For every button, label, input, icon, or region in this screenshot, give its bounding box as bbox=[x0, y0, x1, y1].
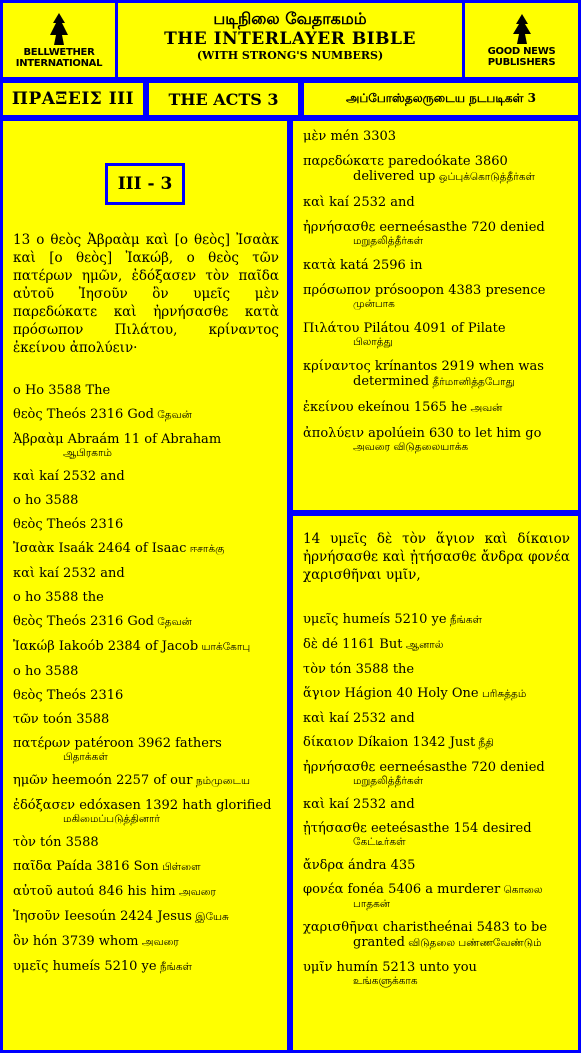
word-entry-line bbox=[303, 882, 570, 898]
good-news-logo bbox=[462, 0, 581, 80]
verse-14-text: 14 υμεῖς δὲ τὸν ἅγιον καὶ δίκαιον ἠρνήσασθε καὶ ᾐτήσασθε ἄνδρα φονέα χαρισθῆναι υμῖν, bbox=[303, 531, 570, 583]
greek-word-gloss: υμεῖς humeís 5210 ye bbox=[13, 959, 157, 974]
word-entry bbox=[13, 432, 279, 460]
word-entry-continuation bbox=[303, 169, 570, 185]
word-entry-line bbox=[13, 590, 279, 605]
greek-word-gloss: Πιλάτου Pilátou 4091 of Pilate bbox=[303, 321, 506, 336]
greek-word-gloss: αὐτοῦ autoú 846 his him bbox=[13, 884, 176, 899]
bellwether-logo bbox=[0, 0, 118, 80]
word-entry-line bbox=[303, 858, 570, 873]
word-entry bbox=[13, 688, 279, 703]
title-sub: (WITH STRONG'S NUMBERS) bbox=[196, 49, 384, 62]
greek-word-gloss: ημῶν heemoón 2257 of our bbox=[13, 773, 193, 788]
word-entry bbox=[303, 321, 570, 349]
tamil-gloss: தேவன் bbox=[153, 409, 192, 421]
word-entry bbox=[13, 934, 279, 950]
word-entry bbox=[13, 859, 279, 875]
word-entry bbox=[303, 711, 570, 726]
word-entry bbox=[13, 407, 279, 423]
word-entry-line bbox=[303, 258, 570, 273]
tamil-gloss: உங்களுக்காக bbox=[353, 975, 418, 987]
word-entry-line bbox=[303, 735, 570, 751]
english-gloss-continuation: determined bbox=[353, 374, 430, 389]
greek-word-gloss: Ἀβραὰμ Abraám 11 of Abraham bbox=[13, 432, 222, 447]
right-top-word-list bbox=[303, 129, 570, 464]
word-entry-continuation bbox=[303, 935, 570, 951]
word-entry-line bbox=[13, 688, 279, 703]
greek-word-gloss: ἄνδρα ándra 435 bbox=[303, 858, 416, 873]
greek-word-gloss: τὸν tón 3588 the bbox=[303, 662, 415, 677]
word-entry-line bbox=[13, 469, 279, 484]
left-word-list bbox=[13, 383, 279, 984]
tamil-gloss: மகிமைப்படுத்தினார் bbox=[63, 813, 161, 825]
verse-13-text: 13 ο θεὸς Ἀβραὰμ καὶ [ο θεὸς] Ἰσαὰκ καὶ [ο θεὸς] Ἰακώβ, ο θεὸς τῶν πατέρων ημῶν, ἐδόξασεν τὸν παῖδα αὐτοῦ Ἰησοῦν ὃν υμεῖς μὲν παρεδώκατε καὶ ἠρνήσασθε κατὰ πρόσωπον Πιλάτου, κρίναντος ἐκείνου ἀπολύειν· bbox=[13, 232, 279, 356]
greek-word-gloss: κατὰ katá 2596 in bbox=[303, 258, 423, 273]
tamil-gloss: அவன் bbox=[467, 402, 503, 414]
greek-word-gloss: θεὸς Theós 2316 bbox=[13, 688, 124, 703]
tamil-gloss: தேவன் bbox=[153, 616, 192, 628]
greek-word-gloss: ο ho 3588 bbox=[13, 664, 79, 679]
word-entry-line bbox=[303, 711, 570, 726]
tamil-gloss: பரிசுத்தம் bbox=[478, 688, 527, 700]
greek-word-gloss: θεὸς Theós 2316 God bbox=[13, 614, 154, 629]
lamp-logo-icon bbox=[44, 11, 74, 47]
greek-word-gloss: ἐδόξασεν edóxasen 1392 hath glorified bbox=[13, 798, 272, 813]
header-greek bbox=[0, 80, 146, 118]
tamil-gloss: நீங்கள் bbox=[446, 614, 483, 626]
word-entry bbox=[13, 959, 279, 975]
tamil-gloss: ஒப்புக்கொடுத்தீர்கள் bbox=[435, 171, 536, 183]
tamil-gloss: முன்பாக bbox=[353, 298, 395, 310]
greek-word-gloss: Ἰακώβ Iakoób 2384 of Jacob bbox=[13, 639, 199, 654]
word-entry-line bbox=[303, 220, 570, 235]
greek-word-gloss: ὃν hón 3739 whom bbox=[13, 934, 139, 949]
tamil-gloss: மறுதலித்தீர்கள் bbox=[353, 235, 424, 247]
greek-word-gloss: χαρισθῆναι charistheénai 5483 to be bbox=[303, 920, 548, 935]
greek-word-gloss: ο Ho 3588 The bbox=[13, 383, 111, 398]
word-entry-line bbox=[303, 920, 570, 935]
word-entry bbox=[13, 664, 279, 679]
greek-word-gloss: ἠρνήσασθε eerneésasthe 720 denied bbox=[303, 220, 545, 235]
word-entry bbox=[303, 154, 570, 185]
word-entry-line bbox=[13, 614, 279, 630]
greek-word-gloss: δίκαιον Díkaion 1342 Just bbox=[303, 735, 476, 750]
good-news-line1: GOOD NEWS bbox=[487, 46, 556, 57]
english-gloss-continuation: delivered up bbox=[353, 169, 436, 184]
greek-word-gloss: πατέρων patéroon 3962 fathers bbox=[13, 736, 222, 751]
greek-word-gloss: Ἰησοῦν Ieesoún 2424 Jesus bbox=[13, 909, 192, 924]
word-entry bbox=[303, 612, 570, 628]
word-entry bbox=[303, 220, 570, 248]
good-news-line2: PUBLISHERS bbox=[487, 57, 556, 68]
word-entry bbox=[303, 735, 570, 751]
word-entry-line bbox=[13, 664, 279, 679]
word-entry-line bbox=[303, 797, 570, 812]
word-entry bbox=[303, 129, 570, 144]
greek-word-gloss: Ἰσαὰκ Isaák 2464 of Isaac bbox=[13, 541, 187, 556]
word-entry bbox=[303, 426, 570, 454]
tamil-gloss: பிள்ளை bbox=[158, 861, 201, 873]
word-entry-line bbox=[303, 760, 570, 775]
title-box bbox=[115, 0, 465, 80]
word-entry bbox=[13, 541, 279, 557]
word-entry bbox=[13, 383, 279, 398]
tamil-gloss: நீங்கள் bbox=[156, 961, 193, 973]
greek-word-gloss: παρεδώκατε paredoókate 3860 bbox=[303, 154, 508, 169]
word-entry-line bbox=[13, 859, 279, 875]
word-entry bbox=[13, 639, 279, 655]
greek-word-gloss: ἠρνήσασθε eerneésasthe 720 denied bbox=[303, 760, 545, 775]
tamil-gloss: யாக்கோபு bbox=[198, 641, 251, 653]
word-entry bbox=[303, 960, 570, 988]
greek-word-gloss: ᾐτήσασθε eeteésasthe 154 desired bbox=[303, 821, 532, 836]
word-entry-line bbox=[13, 639, 279, 655]
word-entry-continuation bbox=[303, 374, 570, 390]
bellwether-line2: INTERNATIONAL bbox=[15, 58, 103, 69]
greek-word-gloss: καὶ kaí 2532 and bbox=[13, 566, 125, 581]
tamil-gloss: இயேசு bbox=[191, 911, 229, 923]
tamil-gloss: பிலாத்து bbox=[353, 336, 393, 348]
greek-word-gloss: καὶ kaí 2532 and bbox=[303, 195, 415, 210]
tamil-gloss: நம்முடைய bbox=[192, 775, 251, 787]
word-entry bbox=[303, 882, 570, 911]
word-entry-line bbox=[13, 493, 279, 508]
word-entry bbox=[303, 637, 570, 653]
word-entry bbox=[13, 469, 279, 484]
word-entry-line bbox=[303, 426, 570, 441]
header-tamil-text: அப்போஸ்தலருடைய நடபடிகள் 3 bbox=[346, 91, 536, 105]
word-entry-line bbox=[303, 129, 570, 144]
greek-word-gloss: καὶ kaí 2532 and bbox=[303, 797, 415, 812]
word-entry bbox=[303, 283, 570, 311]
word-entry-line bbox=[13, 566, 279, 581]
word-entry-line bbox=[303, 400, 570, 416]
greek-word-gloss: ἅγιον Hágion 40 Holy One bbox=[303, 686, 479, 701]
tamil-gloss: அவரை bbox=[138, 936, 179, 948]
word-entry bbox=[303, 760, 570, 788]
word-entry-line bbox=[303, 359, 570, 374]
greek-word-gloss: φονέα fonéa 5406 a murderer bbox=[303, 882, 501, 897]
tamil-gloss: ஆனால் bbox=[402, 639, 444, 651]
word-entry-line bbox=[13, 407, 279, 423]
word-entry-line bbox=[13, 432, 279, 447]
tamil-gloss: அவரை bbox=[175, 886, 216, 898]
word-entry bbox=[13, 493, 279, 508]
word-entry bbox=[303, 195, 570, 210]
greek-word-gloss: θεὸς Theós 2316 God bbox=[13, 407, 154, 422]
word-entry bbox=[13, 590, 279, 605]
tamil-gloss: அவரை விடுதலையாக்க bbox=[353, 441, 469, 453]
tamil-gloss: ஆபிரகாம் bbox=[63, 447, 112, 459]
word-entry bbox=[13, 566, 279, 581]
word-entry-line bbox=[303, 154, 570, 169]
greek-word-gloss: ἀπολύειν apolúein 630 to let him go bbox=[303, 426, 542, 441]
greek-word-gloss: δὲ dé 1161 But bbox=[303, 637, 403, 652]
word-entry bbox=[303, 662, 570, 677]
greek-word-gloss: ἐκείνου ekeínou 1565 he bbox=[303, 400, 468, 415]
word-entry-line bbox=[13, 383, 279, 398]
greek-word-gloss: τῶν toón 3588 bbox=[13, 712, 110, 727]
greek-word-gloss: ο ho 3588 bbox=[13, 493, 79, 508]
tamil-gloss: பாதகன் bbox=[353, 898, 391, 910]
greek-word-gloss: μὲν mén 3303 bbox=[303, 129, 397, 144]
word-entry-line bbox=[13, 835, 279, 850]
word-entry-line bbox=[303, 686, 570, 702]
word-entry bbox=[303, 821, 570, 849]
tamil-gloss: ஈசாக்கு bbox=[186, 543, 225, 555]
header-english-text: THE ACTS 3 bbox=[168, 89, 279, 109]
word-entry-line bbox=[13, 541, 279, 557]
word-entry bbox=[303, 797, 570, 812]
tamil-gloss: பிதாக்கள் bbox=[63, 751, 108, 763]
word-entry-line bbox=[13, 884, 279, 900]
tamil-gloss: தீர்மானித்தபோது bbox=[429, 376, 515, 388]
right-bottom-word-list bbox=[303, 612, 570, 997]
greek-word-gloss: πρόσωπον prósoopon 4383 presence bbox=[303, 283, 546, 298]
word-entry bbox=[303, 858, 570, 873]
chapter-label: III - 3 bbox=[105, 163, 185, 205]
tamil-gloss: கேட்டீர்கள் bbox=[353, 836, 406, 848]
word-entry-line bbox=[13, 736, 279, 751]
word-entry-line bbox=[13, 934, 279, 950]
greek-word-gloss: υμεῖς humeís 5210 ye bbox=[303, 612, 447, 627]
word-entry-line bbox=[303, 637, 570, 653]
word-entry bbox=[13, 712, 279, 727]
word-entry bbox=[13, 614, 279, 630]
word-entry-line bbox=[303, 321, 570, 336]
header-tamil bbox=[301, 80, 581, 118]
word-entry-line bbox=[303, 821, 570, 836]
word-entry bbox=[13, 835, 279, 850]
greek-word-gloss: καὶ kaí 2532 and bbox=[303, 711, 415, 726]
tamil-gloss: மறுதலித்தீர்கள் bbox=[353, 775, 424, 787]
word-entry-line bbox=[13, 798, 279, 813]
word-entry-line bbox=[13, 712, 279, 727]
english-gloss-continuation: granted bbox=[353, 935, 405, 950]
greek-word-gloss: κρίναντος krínantos 2919 when was bbox=[303, 359, 544, 374]
word-entry-line bbox=[303, 283, 570, 298]
word-entry-line bbox=[303, 662, 570, 677]
tamil-gloss: விடுதலை பண்ணவேண்டும் bbox=[404, 937, 542, 949]
title-tamil: படிநிலை வேதாகமம் bbox=[213, 9, 367, 28]
greek-word-gloss: ο ho 3588 the bbox=[13, 590, 104, 605]
word-entry-line bbox=[13, 959, 279, 975]
word-entry bbox=[303, 258, 570, 273]
word-entry-line bbox=[13, 517, 279, 532]
word-entry bbox=[303, 686, 570, 702]
greek-word-gloss: υμῖν humín 5213 unto you bbox=[303, 960, 477, 975]
greek-word-gloss: θεὸς Theós 2316 bbox=[13, 517, 124, 532]
word-entry bbox=[13, 798, 279, 826]
word-entry bbox=[13, 909, 279, 925]
word-entry bbox=[303, 359, 570, 390]
bellwether-line1: BELLWETHER bbox=[23, 47, 95, 58]
word-entry-line bbox=[13, 909, 279, 925]
greek-word-gloss: καὶ kaí 2532 and bbox=[13, 469, 125, 484]
right-top-column bbox=[290, 118, 581, 513]
word-entry bbox=[13, 517, 279, 532]
word-entry bbox=[303, 920, 570, 951]
word-entry bbox=[13, 736, 279, 764]
greek-word-gloss: τὸν tón 3588 bbox=[13, 835, 99, 850]
left-column bbox=[0, 118, 290, 1053]
word-entry-line bbox=[303, 960, 570, 975]
header-greek-text: ΠΡΑΞΕΙΣ III bbox=[11, 89, 135, 109]
header-english bbox=[146, 80, 301, 118]
word-entry bbox=[13, 773, 279, 789]
word-entry-line bbox=[303, 195, 570, 210]
lamp-logo-icon bbox=[507, 12, 537, 46]
right-bottom-column bbox=[290, 513, 581, 1053]
title-english: THE INTERLAYER BIBLE bbox=[164, 29, 416, 49]
tamil-gloss: நீதி bbox=[475, 737, 494, 749]
tamil-gloss: கொலை bbox=[500, 884, 543, 896]
word-entry bbox=[13, 884, 279, 900]
word-entry-line bbox=[303, 612, 570, 628]
greek-word-gloss: παῖδα Paída 3816 Son bbox=[13, 859, 159, 874]
word-entry bbox=[303, 400, 570, 416]
word-entry-line bbox=[13, 773, 279, 789]
